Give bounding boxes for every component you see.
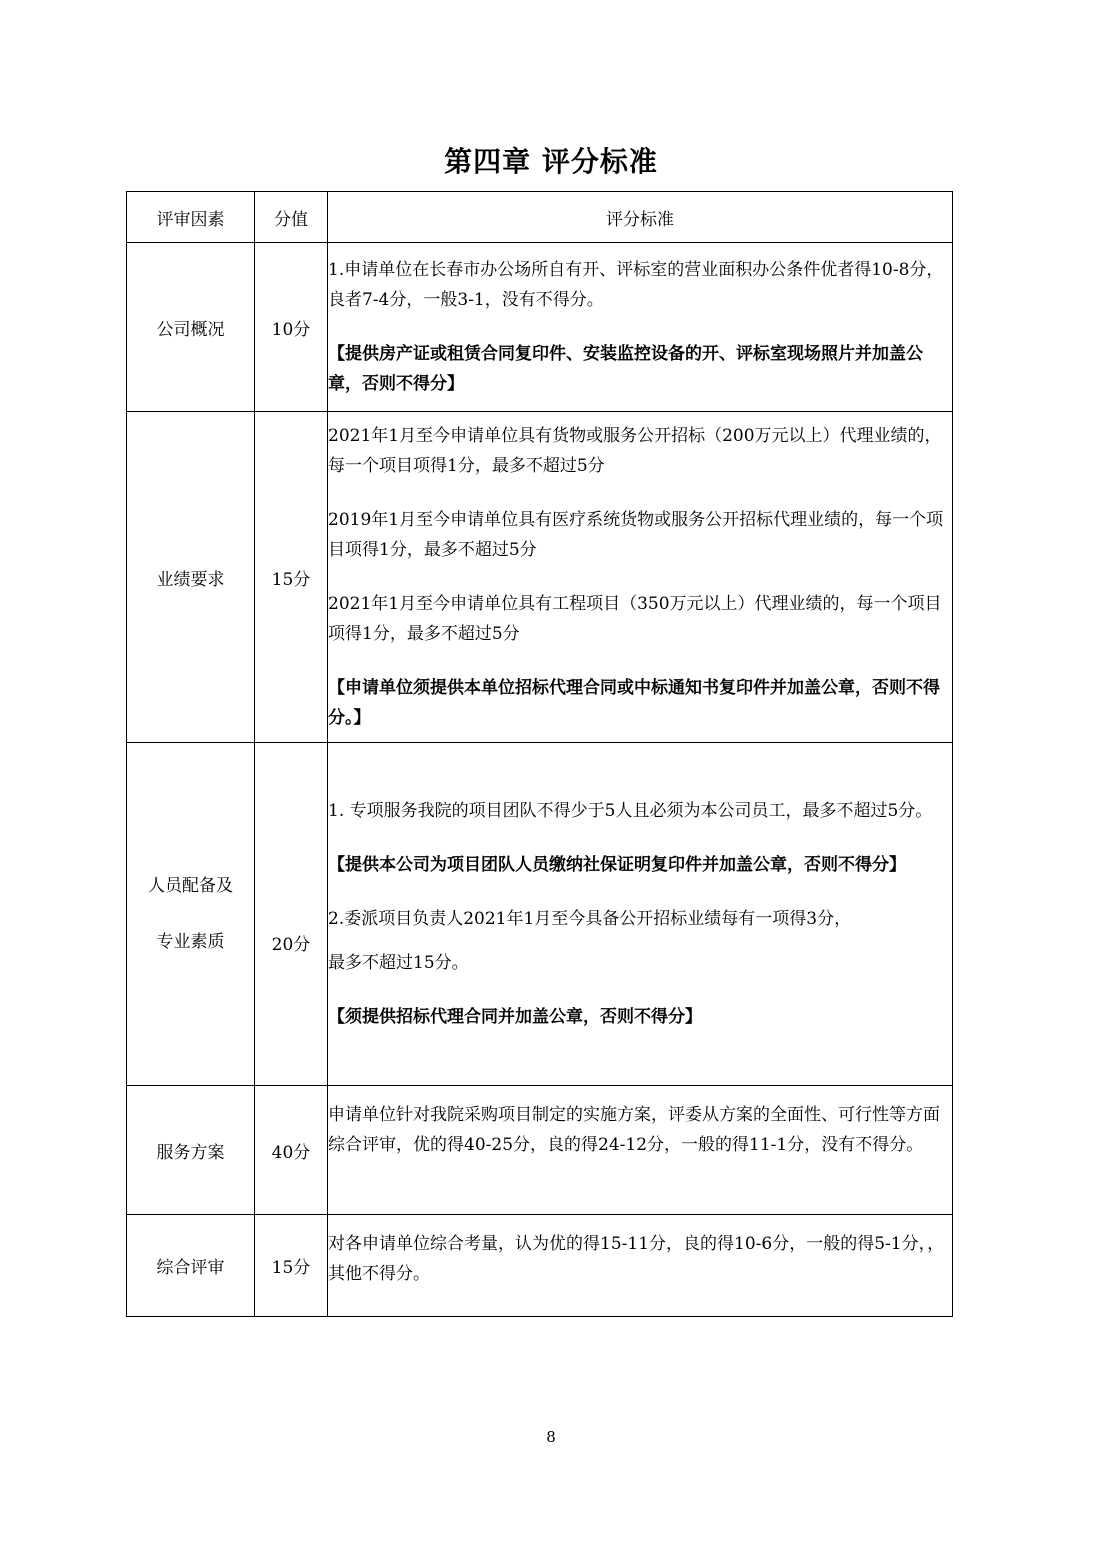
criteria-cell: [328, 412, 953, 743]
criteria-cell: [328, 1086, 953, 1215]
criteria-text: 1. 专项服务我院的项目团队不得少于5人且必须为本公司员工，最多不超过5分。: [328, 801, 933, 821]
scoring-table: [126, 191, 953, 1317]
criteria-requirement: 【须提供招标代理合同并加盖公章，否则不得分】: [328, 1007, 702, 1027]
table-row: [127, 243, 953, 412]
header-score: 分值: [255, 192, 328, 243]
criteria-text: 2.委派项目负责人2021年1月至今具备公开招标业绩每有一项得3分，: [328, 909, 852, 929]
factor-cell: 服务方案: [127, 1086, 255, 1215]
criteria-requirement: 【提供房产证或租赁合同复印件、安装监控设备的开、评标室现场照片并加盖公章，否则不得分】: [328, 344, 923, 394]
criteria-text: 2021年1月至今申请单位具有货物或服务公开招标（200万元以上）代理业绩的，每一个项目项得1分，最多不超过5分: [328, 426, 942, 476]
score-cell: 20分: [255, 743, 328, 1086]
score-cell: 40分: [255, 1086, 328, 1215]
score-cell: 10分: [255, 243, 328, 412]
criteria-requirement: 【申请单位须提供本单位招标代理合同或中标通知书复印件并加盖公章，否则不得分。】: [328, 678, 940, 728]
criteria-cell: [328, 743, 953, 1086]
factor-line: 专业素质: [156, 932, 225, 952]
factor-cell: 公司概况: [127, 243, 255, 412]
header-factor: 评审因素: [127, 192, 255, 243]
score-cell: 15分: [255, 1215, 328, 1317]
criteria-requirement: 【提供本公司为项目团队人员缴纳社保证明复印件并加盖公章，否则不得分】: [328, 855, 906, 875]
criteria-text: 对各申请单位综合考量，认为优的得15-11分，良的得10-6分，一般的得5-1分，，其他不得分。: [328, 1234, 945, 1284]
header-criteria: 评分标准: [328, 192, 953, 243]
table-header-row: [127, 192, 953, 243]
table-row: [127, 412, 953, 743]
page-title: 第四章 评分标准: [444, 145, 658, 178]
criteria-text: 1.申请单位在长春市办公场所自有开、评标室的营业面积办公条件优者得10-8分，良者7-4分，一般3-1，没有不得分。: [328, 260, 944, 310]
factor-line: 人员配备及: [148, 876, 233, 896]
criteria-text: 最多不超过15分。: [328, 953, 469, 973]
factor-cell: [127, 743, 255, 1086]
table-row: [127, 1215, 953, 1317]
criteria-text: 申请单位针对我院采购项目制定的实施方案，评委从方案的全面性、可行性等方面综合评审，优的得40-25分，良的得24-12分，一般的得11-1分，没有不得分。: [328, 1105, 940, 1155]
factor-cell: 业绩要求: [127, 412, 255, 743]
table-row: [127, 1086, 953, 1215]
page-number: 8: [546, 1428, 556, 1446]
criteria-text: 2019年1月至今申请单位具有医疗系统货物或服务公开招标代理业绩的，每一个项目项得1分，最多不超过5分: [328, 510, 944, 560]
criteria-text: 2021年1月至今申请单位具有工程项目（350万元以上）代理业绩的，每一个项目项得1分，最多不超过5分: [328, 594, 942, 644]
factor-cell: 综合评审: [127, 1215, 255, 1317]
table-row: [127, 743, 953, 1086]
criteria-cell: [328, 243, 953, 412]
score-cell: 15分: [255, 412, 328, 743]
criteria-cell: [328, 1215, 953, 1317]
